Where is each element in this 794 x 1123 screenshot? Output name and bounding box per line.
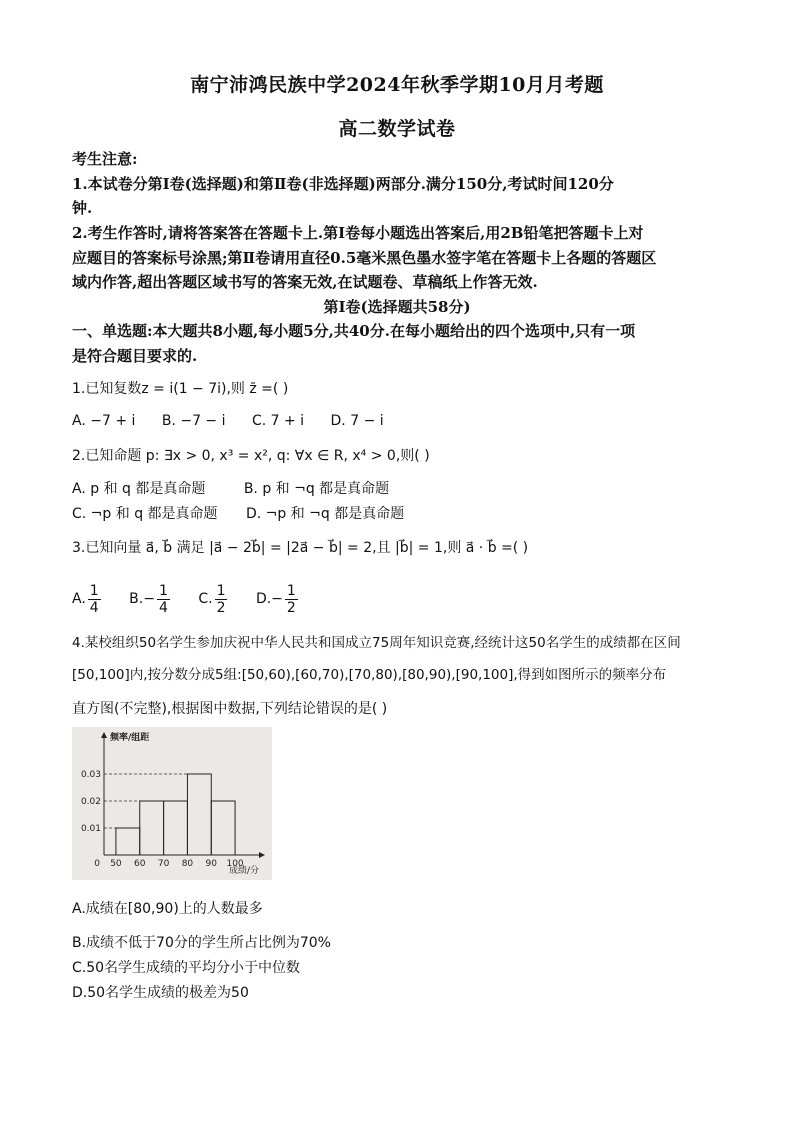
q3-option-b-fraction	[157, 583, 170, 616]
x-tick-label-60: 60	[134, 859, 146, 869]
question-3-stem: 3.已知向量 a⃗, b⃗ 满足 |a⃗ − 2b⃗| = |2a⃗ − b⃗| = 2,且 |b⃗| = 1,则 a⃗ · b⃗ =( )	[72, 540, 529, 556]
notice-item-2-line-3: 域内作答,超出答题区域书写的答案无效,在试题卷、草稿纸上作答无效.	[72, 273, 538, 291]
question-2-stem: 2.已知命题 p: ∃x > 0, x³ = x², q: ∀x ∈ R, x⁴ > 0,则( )	[72, 448, 430, 464]
x-tick-label-100: 100	[226, 859, 244, 869]
q3-option-d-label: D.	[255, 591, 272, 607]
q1-option-d: D. 7 − i	[330, 413, 384, 429]
notice-item-2-line-2: 应题目的答案标号涂黑;第Ⅱ卷请用直径0.5毫米黑色墨水签字笔在答题卡上各题的答题区	[72, 249, 657, 267]
histogram-bar-60	[140, 801, 164, 855]
q3-option-d-denominator: 2	[286, 599, 296, 616]
q2-option-b: B. p 和 ¬q 都是真命题	[243, 481, 390, 497]
part-instructions-line-1: 一、单选题:本大题共8小题,每小题5分,共40分.在每小题给出的四个选项中,只有一项	[72, 322, 636, 340]
q3-option-c-fraction	[215, 583, 228, 616]
q3-option-c	[198, 580, 229, 618]
y-tick-label-0: 0.01	[80, 824, 101, 834]
q3-option-a-label: A.	[72, 591, 86, 607]
question-2-options-row-2	[72, 503, 732, 525]
q2-option-d: D. ¬p 和 ¬q 都是真命题	[245, 506, 405, 522]
y-axis-title: 频率/组距	[110, 733, 150, 743]
q3-option-b-numerator: 1	[158, 582, 168, 599]
q3-option-c-numerator: 1	[216, 582, 226, 599]
histogram-bar-80	[187, 774, 211, 855]
notice-item-2-line-1: 2.考生作答时,请将答案答在答题卡上.第Ⅰ卷每小题选出答案后,用2B铅笔把答题卡上对	[72, 224, 644, 242]
q3-option-d-numerator: 1	[286, 582, 296, 599]
q3-option-d-sign: −	[271, 591, 283, 607]
y-tick-label-2: 0.03	[80, 770, 101, 780]
notice-item-1-line-1: 1.本试卷分第Ⅰ卷(选择题)和第Ⅱ卷(非选择题)两部分.满分150分,考试时间120分	[72, 175, 614, 193]
q3-option-b-label: B.	[129, 591, 144, 607]
q3-option-a-denominator: 4	[89, 599, 99, 616]
question-4-line-3: 直方图(不完整),根据图中数据,下列结论错误的是( )	[72, 701, 388, 717]
q4-option-b: B.成绩不低于70分的学生所占比例为70%	[72, 935, 331, 951]
q3-option-c-label: C.	[198, 591, 213, 607]
notice-item-1-line-2: 钟.	[72, 199, 93, 217]
part-instructions-line-2: 是符合题目要求的.	[72, 347, 198, 365]
x-axis-arrow	[259, 852, 265, 858]
q1-option-b: B. −7 − i	[161, 413, 226, 429]
section-heading: 第Ⅰ卷(选择题共58分)	[323, 298, 471, 316]
histogram-bar-50	[116, 828, 140, 855]
q4-option-c: C.50名学生成绩的平均分小于中位数	[72, 960, 301, 976]
question-3-options	[72, 580, 732, 618]
notice-heading: 考生注意:	[72, 150, 138, 168]
exam-subtitle: 高二数学试卷	[338, 118, 456, 140]
q3-option-b-sign: −	[143, 591, 155, 607]
q1-option-c: C. 7 + i	[251, 413, 305, 429]
y-axis-arrow	[101, 732, 107, 738]
x-axis-title: 成绩/分	[229, 866, 260, 876]
q3-option-a-fraction	[88, 583, 101, 616]
frequency-histogram	[72, 727, 272, 880]
q3-option-a	[72, 580, 103, 618]
exam-title: 南宁沛鸿民族中学2024年秋季学期10月月考题	[190, 74, 604, 96]
q3-option-a-numerator: 1	[89, 582, 99, 599]
x-tick-label-80: 80	[181, 859, 194, 869]
q3-option-b-denominator: 4	[158, 599, 168, 616]
q4-option-d: D.50名学生成绩的极差为50	[72, 985, 249, 1001]
histogram-svg	[72, 727, 272, 880]
y-tick-label-1: 0.02	[80, 797, 101, 807]
histogram-bar-70	[164, 801, 188, 855]
q1-option-a: A. −7 + i	[72, 413, 136, 429]
q2-option-c: C. ¬p 和 q 都是真命题	[72, 506, 218, 522]
x-tick-label-90: 90	[205, 859, 217, 869]
question-1-stem: 1.已知复数z = i(1 − 7i),则 z̄ =( )	[72, 381, 289, 397]
q3-option-b	[129, 580, 172, 618]
question-2-options-row-1	[72, 478, 732, 500]
q3-option-d-fraction	[285, 583, 298, 616]
origin-label: 0	[94, 859, 100, 869]
q3-option-d	[256, 580, 300, 618]
q4-option-a: A.成绩在[80,90)上的人数最多	[72, 901, 263, 917]
histogram-bar-90	[211, 801, 235, 855]
x-tick-label-70: 70	[157, 859, 170, 869]
question-1-options	[72, 410, 732, 432]
q2-option-a: A. p 和 q 都是真命题	[72, 481, 206, 497]
question-4-line-1: 4.某校组织50名学生参加庆祝中华人民共和国成立75周年知识竞赛,经统计这50名学生的成绩都在区间	[72, 635, 681, 651]
q3-option-c-denominator: 2	[216, 599, 226, 616]
x-tick-label-50: 50	[110, 859, 122, 869]
question-4-line-2: [50,100]内,按分数分成5组:[50,60),[60,70),[70,80),[80,90),[90,100],得到如图所示的频率分布	[72, 667, 667, 683]
